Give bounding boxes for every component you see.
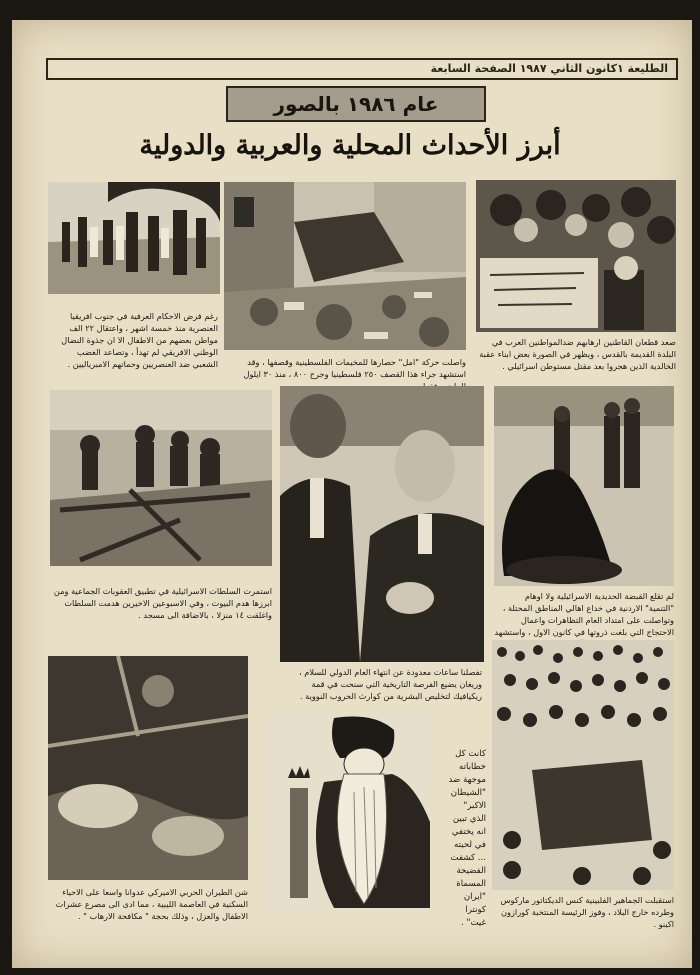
iran-contra-line: الذي تبين bbox=[452, 814, 486, 824]
year-title-box bbox=[226, 86, 486, 122]
year-title: عام ١٩٨٦ بالصور bbox=[273, 92, 439, 116]
caption-libya: شن الطيران الحربي الاميركي عدوانا واسعا على الاحياء السكنية في العاصمة الليبية ، مما ادى الى مصرع عشرات الاطفال والعزل ، وذلك بحجة " مكافحة الارهاب " . bbox=[55, 887, 248, 921]
demolished-house-photo bbox=[50, 390, 272, 566]
iran-contra-line: غيت" . bbox=[461, 918, 486, 928]
caption-iran-contra bbox=[432, 748, 486, 930]
iran-contra-line: "الشيطان bbox=[450, 788, 486, 798]
refugees-photo bbox=[476, 180, 676, 332]
khomeini-cartoon bbox=[264, 712, 430, 912]
caption-summit: تفصلنا ساعات معدودة عن انتهاء العام الدولي للسلام ، وريغان يضيع الفرصة التاريخية التي سنحت في قمة ريكيافيك لتخليص البشرية من كوارث الحروب النووية . bbox=[299, 667, 482, 701]
iran-contra-line: الفضيحة bbox=[456, 866, 486, 876]
raid-victim-photo bbox=[48, 656, 248, 880]
iran-contra-line: "ايران bbox=[463, 892, 486, 902]
caption-uprising: لم تقلع القبضة الحديدية الاسرائيلية ولا اوهام "التنمية" الاردنية في خداع اهالي المناطق المحتلة ، وتواصلت على امتداد العام التظاهرات واعمال الاحتجاج التي بلغت ذروتها في كانون الاول ، واستشهد bbox=[494, 591, 674, 637]
caption-philippines: استقبلت الجماهير الفلبينية كنس الديكتاتور ماركوس وطرده خارج البلاد ، وفوز الرئيسة المنتخبة كورازون اكينو . bbox=[500, 895, 674, 929]
headline: أبرز الأحداث المحلية والعربية والدولية bbox=[139, 130, 561, 161]
burning-tire-photo bbox=[494, 386, 674, 586]
iran-contra-line: خطاباته bbox=[459, 762, 486, 772]
iran-contra-line: المسماة bbox=[456, 879, 486, 889]
iran-contra-line: كانت كل bbox=[455, 749, 486, 759]
caption-south-africa: رغم فرض الاحكام العرفية في جنوب افريقيا العنصرية منذ خمسة اشهر ، واعتقال ٢٢ الف مواطن بعضهم من الاطفال الا ان جذوة النضال الوطني الافريقي لم تهدأ ، وتصاعد الغضب الشعبي ضد العنصريين وحماتهم الامبرياليين . bbox=[61, 311, 218, 369]
caption-camps-war: واصلت حركة "امل" حصارها للمخيمات الفلسطينية وقصفها ، وقد استشهد جراء هذا القصف ٢٥٠ فلسطينيا وجرح ٨٠٠ ، منذ ٣٠ ايلول bbox=[243, 357, 466, 379]
iran-contra-line: ... كشفت bbox=[450, 853, 486, 863]
reagan-gorbachev-photo bbox=[280, 386, 484, 662]
caption-demolition: استمرت السلطات الاسرائيلية في تطبيق العقوبات الجماعية ومن ابرزها هدم البيوت ، وفي الاسبوعين الاخيرين هدمت السلطات واغلقت ١٤ منزلا ، بالاضافة الى مسجد . bbox=[53, 586, 272, 620]
iran-contra-line: الاكبر" bbox=[463, 801, 486, 811]
iran-contra-line: كونترا bbox=[465, 905, 486, 915]
running-head: الطليعة ١كانون الثاني ١٩٨٧ الصفحة السابعة bbox=[430, 62, 668, 75]
running-head-band bbox=[46, 58, 678, 80]
crowd-photo bbox=[492, 640, 674, 890]
iran-contra-line: في لحيته bbox=[454, 840, 486, 850]
protest-photo bbox=[48, 182, 220, 294]
iran-contra-line: موجهة ضد bbox=[448, 775, 486, 785]
iran-contra-line: انه يختفي bbox=[451, 827, 486, 837]
caption-hebron: صعد قطعان القاطنين ارهابهم ضدالمواطنين العرب في البلدة القديمة بالقدس ، ويظهر في الصورة بعض ابناء عقبة الخالدية الذين هجروا بعد مقتل مستوطن اسرائيلي . bbox=[479, 337, 676, 371]
destruction-photo bbox=[224, 182, 466, 350]
